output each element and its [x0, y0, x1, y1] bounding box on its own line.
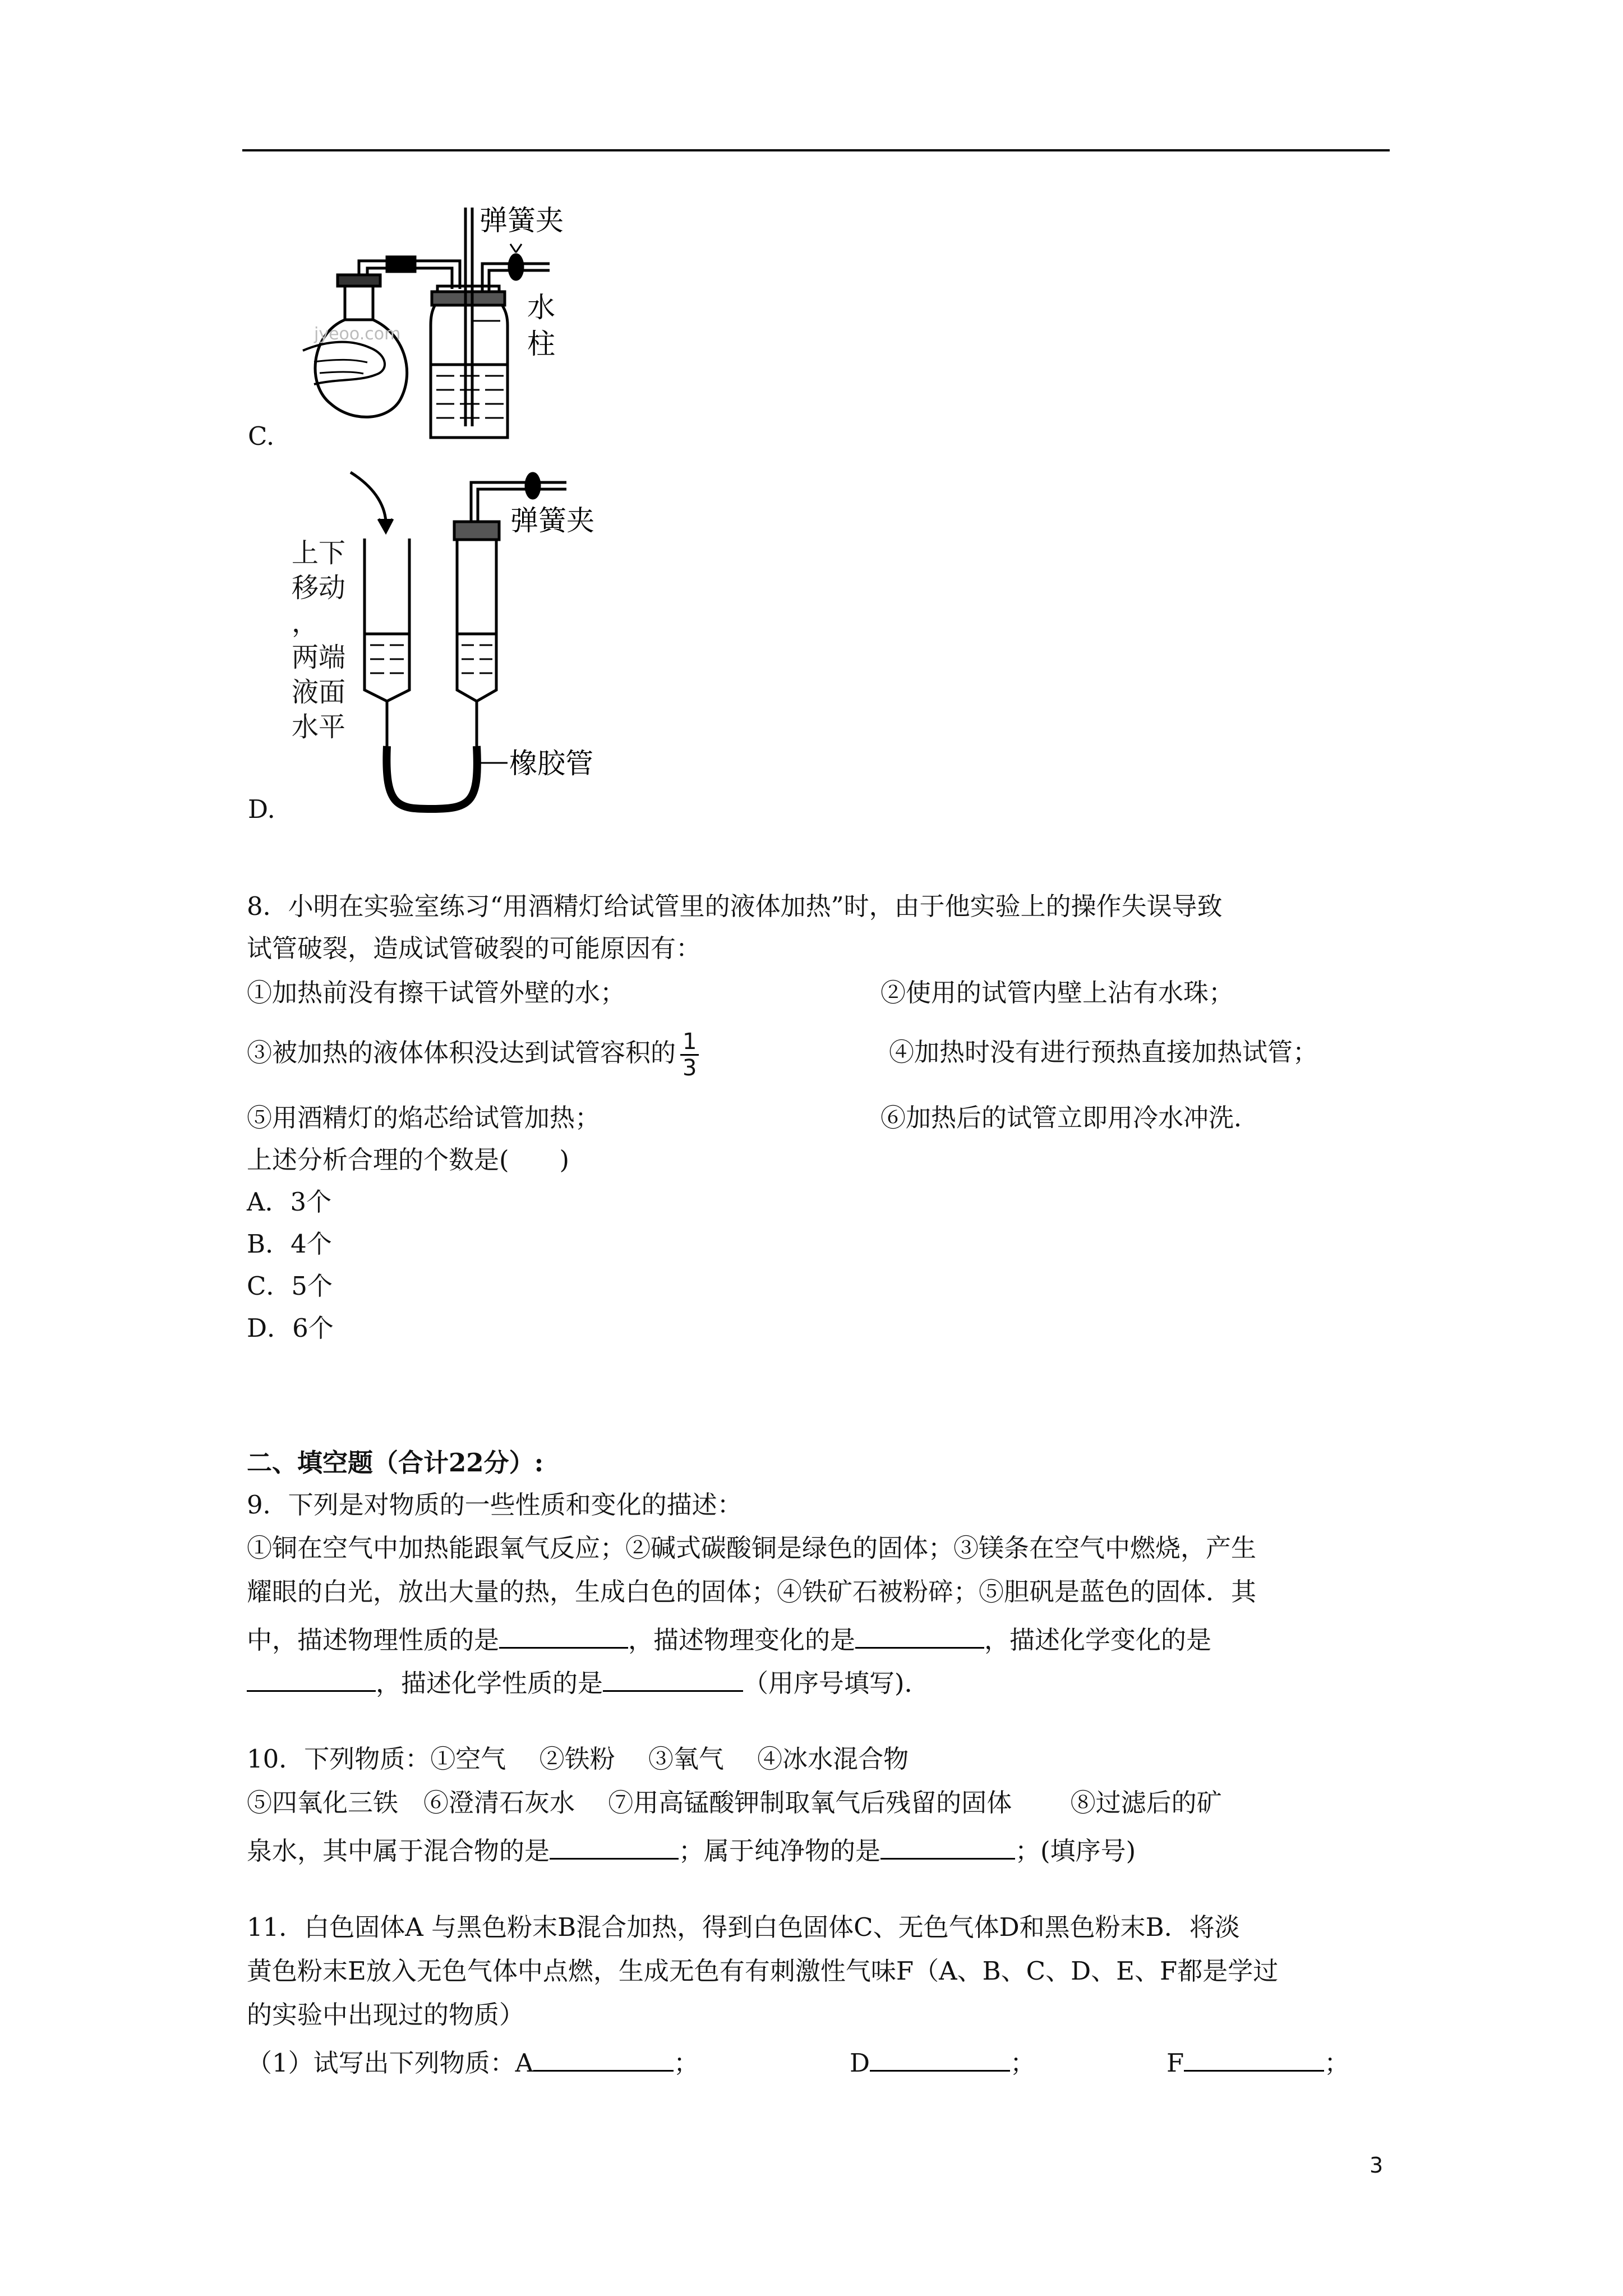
q11-line4-a: （1）试写出下列物质：A ；	[247, 2037, 699, 2084]
water-column-label-2: 柱	[527, 328, 555, 360]
q8-ask: 上述分析合理的个数是( )	[247, 1145, 570, 1175]
answer-blank[interactable]	[870, 2037, 1010, 2072]
answer-blank[interactable]	[247, 1658, 376, 1692]
q8-option-b: B．4个	[247, 1229, 332, 1259]
q8-stem-line1: 8．小明在实验室练习“用酒精灯给试管里的液体加热”时，由于他实验上的操作失误导致	[247, 891, 1223, 921]
move-arrow	[351, 472, 393, 532]
water-column-label-1: 水	[527, 291, 555, 324]
q8-reason-3: ③被加热的液体体积没达到试管容积的 $\frac{1}{3}$	[247, 1029, 699, 1080]
move-instruction-label: 上下 移动 ， 两端 液面 水平	[292, 537, 346, 743]
answer-blank[interactable]	[855, 1614, 984, 1649]
q9-line5: ，描述化学性质的是 （用序号填写)．	[247, 1658, 930, 1704]
q8-option-c: C．5个	[247, 1271, 333, 1301]
left-tube	[365, 539, 409, 746]
q8-reason-4: ④加热时没有进行预热直接加热试管；	[889, 1037, 1318, 1067]
q10-line2: ⑤四氧化三铁 ⑥澄清石灰水 ⑦用高锰酸钾制取氧气后残留的固体 ⑧过滤后的矿	[247, 1788, 1222, 1818]
q9-line1: 9．下列是对物质的一些性质和变化的描述：	[247, 1490, 743, 1520]
q8-option-d: D．6个	[247, 1313, 334, 1343]
q9-line4: 中，描述物理性质的是 ，描述物理变化的是 ，描述化学变化的是	[247, 1614, 1211, 1661]
rubber-tube	[386, 746, 477, 809]
answer-blank[interactable]	[499, 1614, 628, 1649]
q11-line4-d: D ；	[850, 2037, 1035, 2084]
fraction-one-third: $\frac{1}{3}$	[680, 1029, 699, 1080]
clip-label: 弹簧夹	[510, 504, 594, 537]
page-number: 3	[1370, 2153, 1384, 2178]
q11-line2: 黄色粉末E放入无色气体中点燃，生成无色有有刺激性气味F（A、B、C、D、E、F都是学过	[247, 1956, 1279, 1986]
section-heading: 二、填空题（合计22分）:	[247, 1448, 544, 1478]
clip-label: 弹簧夹	[479, 204, 564, 237]
answer-blank[interactable]	[550, 1825, 679, 1860]
q11-line3: 的实验中出现过的物质）	[247, 2000, 525, 2030]
answer-blank[interactable]	[603, 1658, 743, 1692]
answer-blank[interactable]	[533, 2037, 674, 2072]
q10-line1: 10．下列物质：①空气 ②铁粉 ③氧气 ④冰水混合物	[247, 1744, 909, 1774]
q9-line2: ①铜在空气中加热能跟氧气反应；②碱式碳酸铜是绿色的固体；③镁条在空气中燃烧，产生	[247, 1533, 1257, 1563]
q11-line1: 11．白色固体A 与黑色粉末B混合加热，得到白色固体C、无色气体D和黑色粉末B．将淡	[247, 1912, 1240, 1942]
q8-reason-6: ⑥加热后的试管立即用冷水冲洗．	[880, 1103, 1260, 1133]
answer-blank[interactable]	[1184, 2037, 1324, 2072]
rubber-tube-label: 橡胶管	[509, 747, 593, 780]
q8-reason-1: ①加热前没有擦干试管外壁的水；	[247, 978, 626, 1007]
flask-and-hand	[303, 275, 407, 417]
q8-reason-5: ⑤用酒精灯的焰芯给试管加热；	[247, 1103, 601, 1133]
figure-c-option-label: C.	[248, 421, 275, 451]
header-rule	[242, 149, 1390, 151]
figure-c-apparatus	[292, 191, 695, 454]
q9-line3: 耀眼的白光，放出大量的热，生成白色的固体；④铁矿石被粉碎；⑤胆矾是蓝色的固体．其	[247, 1577, 1257, 1607]
q11-line4-f: F ；	[1166, 2037, 1349, 2084]
q8-option-a: A．3个	[247, 1187, 332, 1217]
q8-reason-2: ②使用的试管内壁上沾有水珠；	[880, 978, 1234, 1007]
q10-line3: 泉水，其中属于混合物的是 ；属于纯净物的是 ；(填序号)	[247, 1825, 1136, 1872]
q8-stem-line2: 试管破裂，造成试管破裂的可能原因有：	[247, 933, 702, 963]
figure-d-option-label: D.	[248, 794, 275, 824]
figure-watermark: jyeoo.com	[314, 324, 401, 344]
answer-blank[interactable]	[880, 1825, 1015, 1860]
